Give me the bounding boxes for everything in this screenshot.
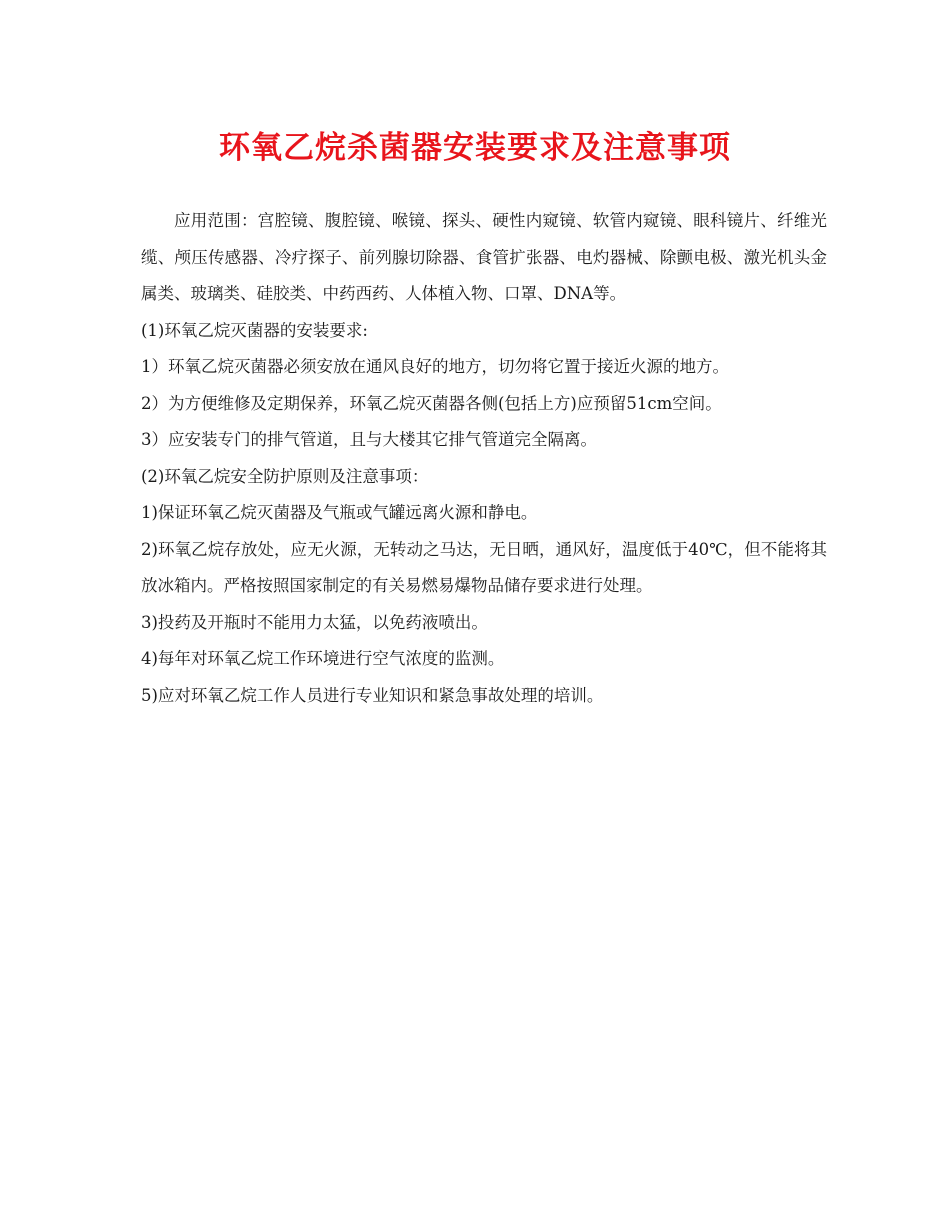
list-item-installation-2: 2）为方便维修及定期保养，环氧乙烷灭菌器各侧(包括上方)应预留51cm空间。 <box>141 393 722 413</box>
list-item-safety-1: 1)保证环氧乙烷灭菌器及气瓶或气罐远离火源和静电。 <box>141 503 538 522</box>
list-item-safety-2: 2)环氧乙烷存放处，应无火源，无转动之马达，无日晒，通风好，温度低于40℃，但不能将其放冰箱内。严格按照国家制定的有关易燃易爆物品储存要求进行处理。 <box>141 539 827 595</box>
list-item-safety-4: 4)每年对环氧乙烷工作环境进行空气浓度的监测。 <box>141 649 505 668</box>
list-item-installation-1: 1）环氧乙烷灭菌器必须安放在通风良好的地方，切勿将它置于接近火源的地方。 <box>141 357 729 376</box>
list-item-safety-3: 3)投药及开瓶时不能用力太猛，以免药液喷出。 <box>141 612 488 632</box>
section-heading-installation: (1)环氧乙烷灭菌器的安装要求: <box>141 320 368 340</box>
section-heading-safety: (2)环氧乙烷安全防护原则及注意事项： <box>141 466 429 486</box>
document-title: 环氧乙烷杀菌器安装要求及注意事项 <box>219 130 731 166</box>
list-item-installation-3: 3）应安装专门的排气管道，且与大楼其它排气管道完全隔离。 <box>141 430 597 449</box>
paragraph-application-scope: 应用范围：宫腔镜、腹腔镜、喉镜、探头、硬性内窥镜、软管内窥镜、眼科镜片、纤维光缆、颅压传感器、冷疗探子、前列腺切除器、食管扩张器、电灼器械、除颤电极、激光机头金属类、玻璃类、硅胶类、中药西药、人体植入物、口罩、DNA等。 <box>141 211 827 303</box>
list-item-safety-5: 5)应对环氧乙烷工作人员进行专业知识和紧急事故处理的培训。 <box>141 685 604 705</box>
document-body <box>141 203 827 714</box>
